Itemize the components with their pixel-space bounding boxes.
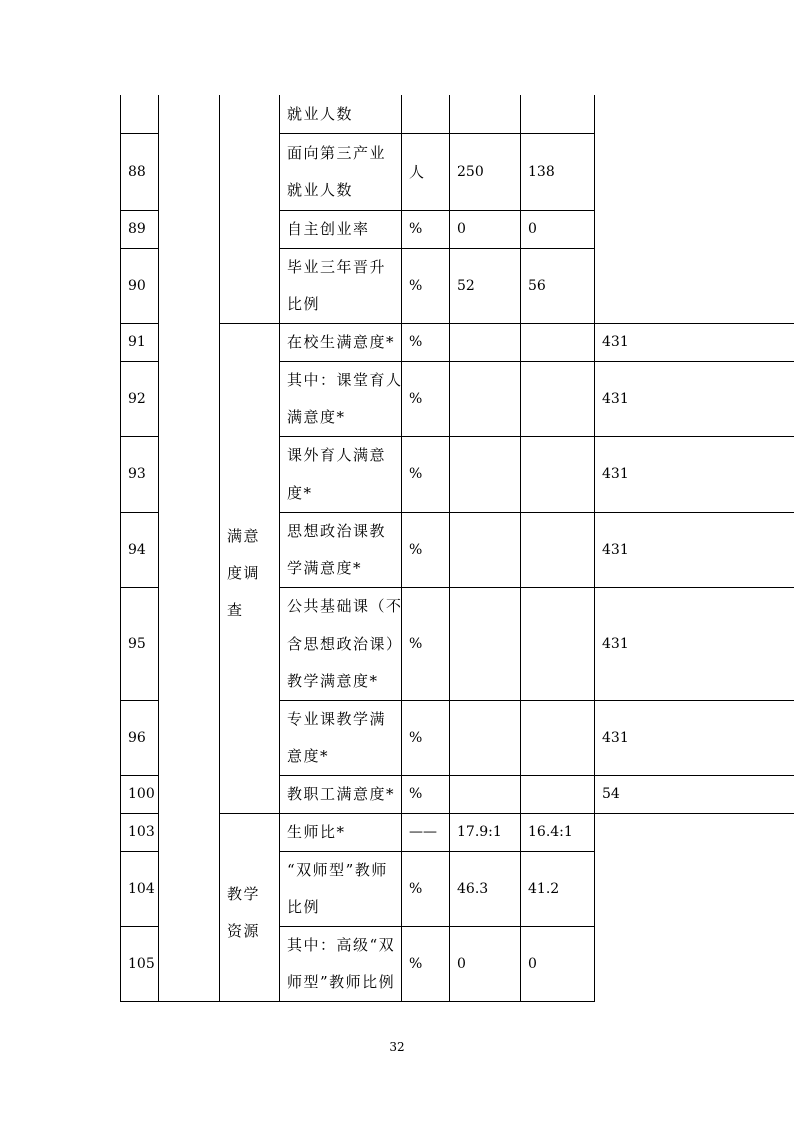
unit-cell: 人 [409, 162, 426, 181]
item-name-line: 师型”教师比例 [287, 973, 396, 992]
item-name-line: 意度* [287, 747, 330, 766]
row-number: 94 [128, 541, 146, 558]
value-cell: 52 [457, 277, 475, 294]
value-cell: 0 [457, 955, 466, 972]
item-name-line: 其中：高级“双 [287, 935, 396, 954]
col-rule [219, 95, 220, 1002]
item-name-line: 自主创业率 [287, 220, 370, 238]
unit-cell: % [409, 390, 423, 407]
row-number: 92 [128, 390, 146, 407]
row-rule [279, 851, 594, 852]
row-rule [279, 700, 594, 701]
row-number: 95 [128, 635, 146, 652]
row-rule [279, 361, 594, 362]
row-rule [279, 1001, 594, 1002]
col-rule [594, 95, 595, 1002]
item-name-line: 教职工满意度* [287, 785, 396, 803]
page-number: 32 [389, 1040, 405, 1054]
extra-value-cell: 431 [602, 541, 629, 558]
row-rule [120, 436, 158, 437]
row-number: 90 [128, 277, 146, 294]
group-label-line: 教学 [227, 885, 261, 903]
item-name-line: “双师型”教师 [287, 860, 388, 879]
col-rule [120, 95, 121, 1002]
group-rule [219, 813, 279, 814]
unit-cell: —— [409, 824, 437, 840]
extra-col-rule [594, 700, 794, 701]
row-rule [279, 133, 594, 134]
row-rule [120, 926, 158, 927]
row-rule [279, 210, 594, 211]
row-rule [279, 436, 594, 437]
row-rule [279, 775, 594, 776]
item-name-line: 毕业三年晋升 [287, 257, 387, 276]
extra-value-cell: 431 [602, 334, 629, 350]
item-name-line: 学满意度* [287, 559, 363, 578]
group-rule [158, 1001, 219, 1002]
row-rule [120, 1001, 158, 1002]
row-rule [120, 133, 158, 134]
item-name-line: 含思想政治课） [287, 634, 403, 653]
row-rule [120, 361, 158, 362]
row-rule [120, 775, 158, 776]
row-number: 100 [128, 786, 155, 802]
unit-cell: % [409, 786, 423, 802]
value-cell: 0 [528, 221, 537, 237]
row-rule [120, 587, 158, 588]
item-name-line: 度* [287, 483, 313, 502]
row-rule [120, 512, 158, 513]
item-name-line: 公共基础课（不 [287, 597, 403, 615]
extra-col-rule [594, 512, 794, 513]
value-cell: 16.4:1 [528, 824, 573, 840]
item-name-line: 教学满意度* [287, 672, 379, 690]
item-name-line: 就业人数 [287, 105, 354, 123]
unit-cell: % [409, 334, 423, 350]
row-rule [279, 926, 594, 927]
item-name-line: 课外育人满意 [287, 446, 387, 465]
value-cell: 0 [528, 955, 537, 972]
group-label-line: 资源 [227, 922, 261, 940]
col-rule [520, 95, 521, 1002]
row-number: 96 [128, 729, 146, 746]
group-label-line: 满意 [227, 527, 261, 545]
item-name-line: 满意度* [287, 408, 346, 427]
row-rule [120, 248, 158, 249]
extra-col-rule [594, 436, 794, 437]
value-cell: 17.9:1 [457, 824, 502, 840]
item-name-line: 专业课教学满 [287, 709, 387, 728]
item-name-line: 生师比* [287, 823, 346, 841]
item-name-line: 比例 [287, 898, 321, 917]
row-rule [279, 512, 594, 513]
unit-cell: % [409, 541, 423, 558]
value-cell: 138 [528, 163, 555, 180]
row-number: 105 [128, 955, 155, 972]
extra-col-rule [594, 323, 794, 324]
col-rule [158, 95, 159, 1002]
extra-value-cell: 431 [602, 390, 629, 407]
value-cell: 56 [528, 277, 546, 294]
col-rule [401, 95, 402, 1002]
row-number: 93 [128, 466, 146, 482]
col-rule [279, 95, 280, 1002]
extra-value-cell: 431 [602, 635, 629, 652]
value-cell: 41.2 [528, 880, 560, 897]
group-rule [219, 1001, 279, 1002]
item-name-line: 面向第三产业 [287, 143, 387, 162]
group-rule [219, 323, 279, 324]
value-cell: 250 [457, 163, 484, 180]
group-label-line: 度调 [227, 564, 261, 582]
value-cell: 46.3 [457, 880, 489, 897]
row-number: 88 [128, 163, 146, 180]
row-rule [120, 851, 158, 852]
item-name-line: 在校生满意度* [287, 333, 396, 351]
extra-col-rule [594, 587, 794, 588]
value-cell: 0 [457, 221, 466, 237]
row-number: 91 [128, 334, 146, 350]
row-rule [120, 813, 158, 814]
extra-value-cell: 54 [602, 786, 620, 802]
unit-cell: % [409, 635, 423, 652]
group-label-line: 查 [227, 601, 244, 619]
unit-cell: % [409, 221, 423, 237]
unit-cell: % [409, 955, 423, 972]
row-rule [279, 248, 594, 249]
extra-col-rule [594, 361, 794, 362]
item-name-line: 比例 [287, 295, 321, 314]
unit-cell: % [409, 729, 423, 746]
extra-value-cell: 431 [602, 729, 629, 746]
extra-col-rule [594, 813, 794, 814]
unit-cell: % [409, 880, 423, 897]
row-rule [120, 700, 158, 701]
row-rule [120, 210, 158, 211]
extra-value-cell: 431 [602, 466, 629, 482]
extra-col-rule [594, 775, 794, 776]
row-rule [120, 323, 158, 324]
row-rule [279, 587, 594, 588]
col-rule [449, 95, 450, 1002]
item-name-line: 就业人数 [287, 181, 354, 200]
row-number: 104 [128, 880, 155, 897]
row-number: 103 [128, 824, 155, 840]
row-rule [279, 813, 594, 814]
unit-cell: % [409, 277, 423, 294]
item-name-line: 其中：课堂育人 [287, 370, 403, 389]
item-name-line: 思想政治课教 [287, 521, 387, 540]
unit-cell: % [409, 466, 423, 482]
row-rule [279, 323, 594, 324]
row-number: 89 [128, 221, 146, 237]
